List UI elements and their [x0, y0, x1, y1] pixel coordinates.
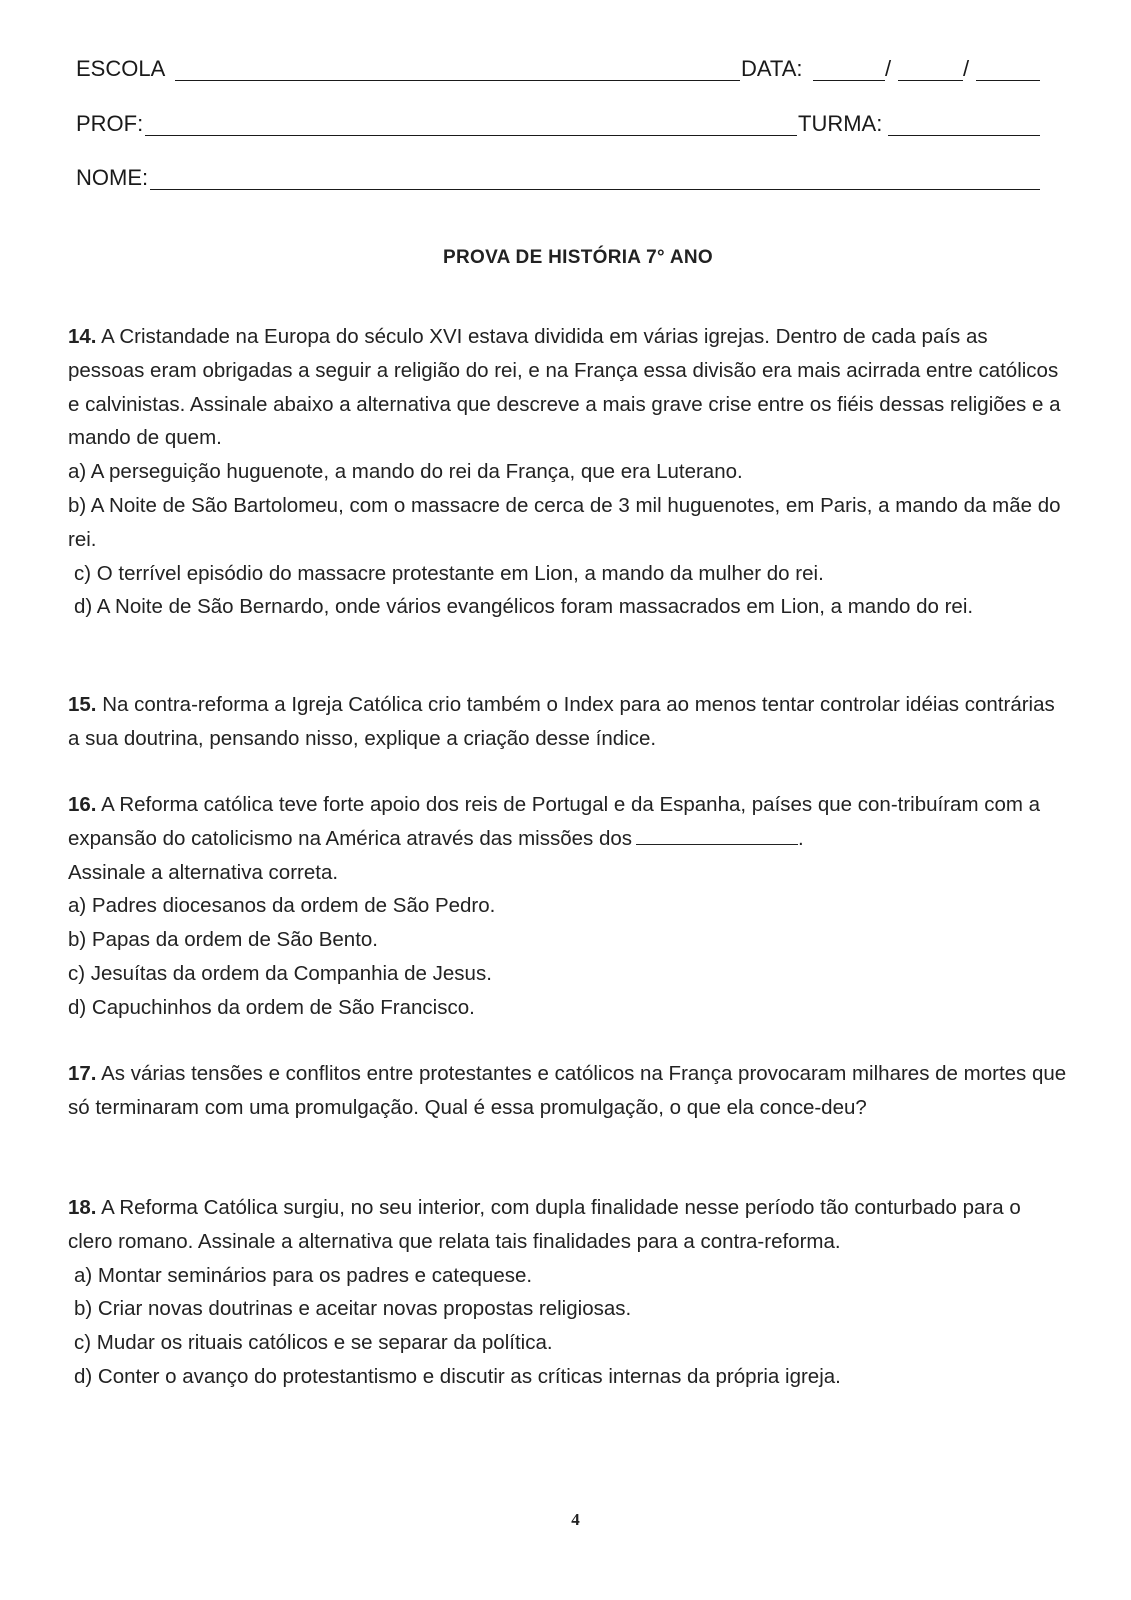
question-stem-end: . [798, 826, 804, 850]
page-number: 4 [571, 1510, 580, 1529]
question-number: 15. [68, 693, 97, 716]
option-c[interactable]: c) O terrível episódio do massacre protestante em Lion, a mando da mulher do rei. [74, 561, 824, 585]
option-d[interactable]: d) Capuchinhos da ordem de São Francisco. [68, 995, 475, 1019]
question-18 [68, 1191, 1068, 1394]
nome-field[interactable] [150, 189, 1040, 190]
option-d[interactable]: d) Conter o avanço do protestantismo e discutir as críticas internas da própria igreja. [74, 1364, 841, 1388]
option-b[interactable]: b) Papas da ordem de São Bento. [68, 928, 378, 952]
data-year-field[interactable] [976, 80, 1040, 81]
question-14 [68, 320, 1068, 624]
data-separator-1: / [885, 56, 892, 81]
prof-field[interactable] [145, 135, 797, 136]
question-number: 16. [68, 793, 97, 816]
question-17 [68, 1057, 1068, 1125]
question-stem: As várias tensões e conflitos entre protestantes e católicos na França provocaram milhares de mortes que só terminaram com uma promulgação. Qual é essa promulgação, o que ela conce-deu? [68, 1062, 1067, 1119]
option-a[interactable]: a) Padres diocesanos da ordem de São Pedro. [68, 894, 496, 918]
question-instruction: Assinale a alternativa correta. [68, 860, 339, 884]
question-15 [68, 688, 1068, 756]
question-number: 18. [68, 1196, 97, 1219]
data-separator-2: / [963, 56, 970, 81]
escola-field[interactable] [175, 80, 740, 81]
exam-title: PROVA DE HISTÓRIA 7° ANO [443, 247, 713, 268]
option-b[interactable]: b) Criar novas doutrinas e aceitar novas propostas religiosas. [74, 1297, 632, 1321]
question-stem: Na contra-reforma a Igreja Católica crio também o Index para ao menos tentar controlar idéias contrárias a sua doutrina, pensando nisso, explique a criação desse índice. [68, 693, 1055, 750]
nome-label: NOME: [76, 165, 149, 190]
prof-label: PROF: [76, 111, 144, 136]
option-a[interactable]: a) A perseguição huguenote, a mando do rei da França, que era Luterano. [68, 460, 743, 484]
question-stem: A Reforma Católica surgiu, no seu interior, com dupla finalidade nesse período tão conturbado para o clero romano. Assinale a alternativa que relata tais finalidades para a contra-reforma. [68, 1196, 1021, 1253]
escola-label: ESCOLA [76, 56, 166, 81]
turma-field[interactable] [888, 135, 1040, 136]
option-b[interactable]: b) A Noite de São Bartolomeu, com o massacre de cerca de 3 mil huguenotes, em Paris, a mando da mãe do rei. [68, 493, 1061, 551]
question-number: 17. [68, 1062, 97, 1085]
question-16 [68, 788, 1068, 1025]
question-stem: A Cristandade na Europa do século XVI estava dividida em várias igrejas. Dentro de cada país as pessoas eram obrigadas a seguir a religião do rei, e na França essa divisão era mais acirrada entre católicos e calvinistas. Assinale abaixo a alternativa que descreve a mais grave crise entre os fiéis dessas religiões e a mando de quem. [68, 325, 1061, 450]
option-c[interactable]: c) Mudar os rituais católicos e se separar da política. [74, 1331, 553, 1355]
turma-label: TURMA: [798, 111, 883, 136]
data-month-field[interactable] [898, 80, 963, 81]
data-label: DATA: [741, 56, 803, 81]
question-number: 14. [68, 325, 97, 348]
question-stem: A Reforma católica teve forte apoio dos reis de Portugal e da Espanha, países que con-tribuíram com a expansão do catolicismo na América através das missões dos [68, 793, 1041, 850]
option-c[interactable]: c) Jesuítas da ordem da Companhia de Jesus. [68, 961, 492, 985]
option-d[interactable]: d) A Noite de São Bernardo, onde vários evangélicos foram massacrados em Lion, a mando do rei. [74, 595, 974, 619]
option-a[interactable]: a) Montar seminários para os padres e catequese. [74, 1263, 533, 1287]
data-day-field[interactable] [813, 80, 885, 81]
answer-blank[interactable] [636, 826, 798, 845]
